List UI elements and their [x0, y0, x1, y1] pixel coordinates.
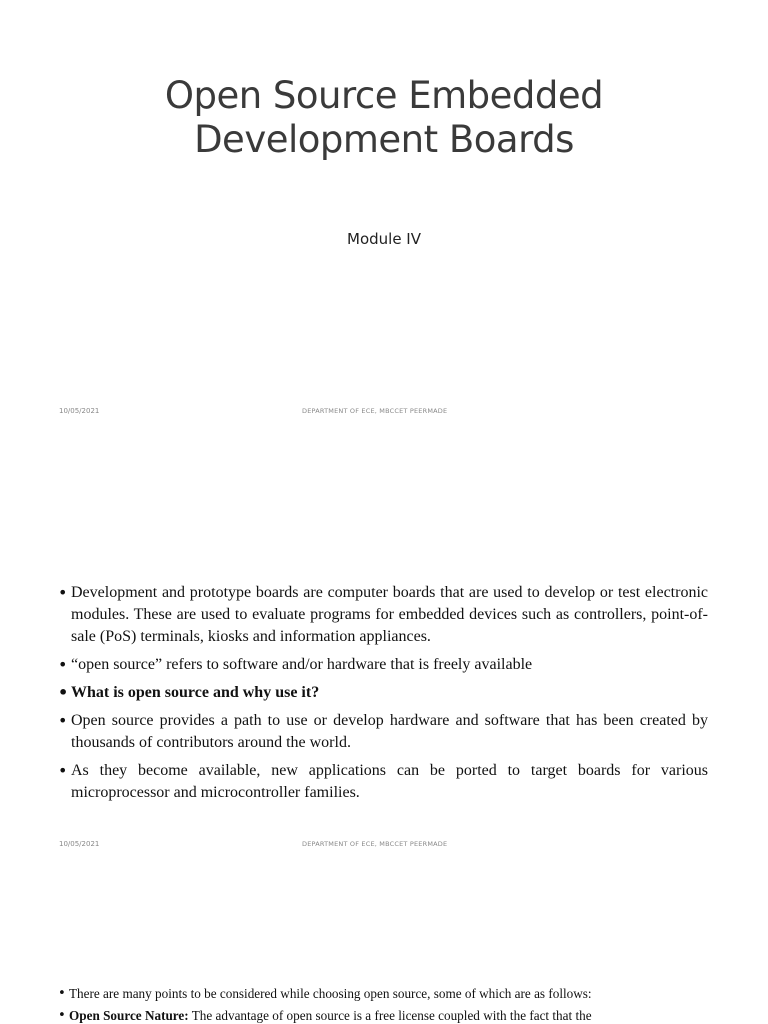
bullet-item: • As they become available, new applications can be ported to target boards for various microprocessor and microcontroller families. [58, 760, 708, 804]
slide-subtitle: Module IV [347, 230, 421, 248]
footer-department: DEPARTMENT OF ECE, MBCCET PEERMADE [302, 840, 448, 848]
footer-date: 10/05/2021 [59, 840, 100, 848]
bullet-item-heading: • What is open source and why use it? [58, 682, 708, 704]
bullet-item: • “open source” refers to software and/or hardware that is freely available [58, 654, 708, 676]
bullet-item: • Open source provides a path to use or develop hardware and software that has been created by thousands of contributors around the world. [58, 710, 708, 754]
bullet-list [58, 582, 708, 810]
title-line-1: Open Source Embedded [164, 74, 604, 117]
footer-department: DEPARTMENT OF ECE, MBCCET PEERMADE [302, 407, 448, 415]
slide-title [0, 0, 768, 432]
bullet-item: • Development and prototype boards are computer boards that are used to develop or test electronic modules. These are used to evaluate programs for embedded devices such as controllers, point-of-sale (PoS) terminals, kiosks and information appliances. [58, 582, 708, 648]
slide-title-heading [60, 74, 708, 162]
title-line-2: Development Boards [194, 118, 574, 161]
bullet-label: Open Source Nature: [69, 1008, 189, 1023]
footer-date: 10/05/2021 [59, 407, 100, 415]
bullet-list [58, 984, 708, 1024]
bullet-item [58, 1006, 708, 1024]
slide-introduction [0, 434, 768, 866]
bullet-item: • There are many points to be considered while choosing open source, some of which are as follows: [58, 984, 708, 1004]
bullet-text: The advantage of open source is a free license coupled with the fact that the [188, 1008, 592, 1023]
slide-choosing-open-source [0, 868, 768, 1024]
